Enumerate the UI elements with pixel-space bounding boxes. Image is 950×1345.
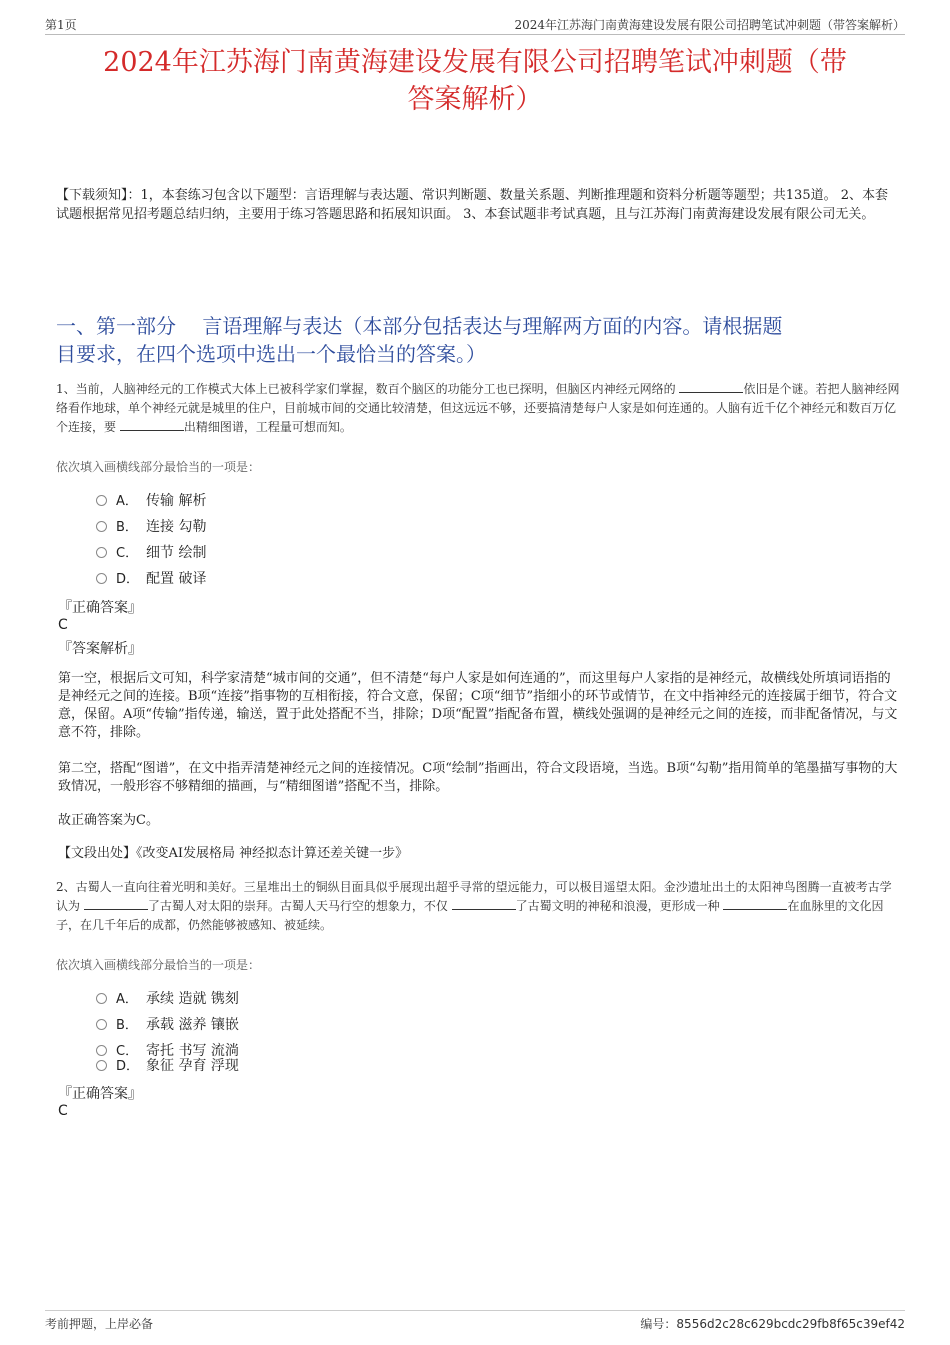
page-header	[45, 14, 905, 35]
q2-answer-value: C	[58, 1103, 68, 1119]
footer-slogan: 考前押题，上岸必备	[45, 1317, 154, 1331]
q2-text-part-1: 2、古蜀人一直向往着光明和美好。三星堆出土的铜纵目面具似乎展现出超乎寻常的望远能力，可以极目遥望太阳。金沙遗址出土的太阳神鸟图腾一直被考古学认为	[56, 880, 892, 913]
q1-option-d[interactable]	[96, 569, 206, 589]
q2-blank-3	[723, 897, 787, 910]
option-text: 寄托 书写 流淌	[146, 1043, 239, 1059]
q2-text-part-4: 在血脉里的文化因子，在几千年后的成都，仍然能够被感知、被延续。	[56, 899, 884, 932]
question-2-text	[56, 878, 900, 935]
q1-analysis-paragraph-1: 第一空，根据后文可知，科学家清楚“城市间的交通”，但不清楚“每户人家是如何连通的”，而这里每户人家指的是神经元，故横线处所填词语指的是神经元之间的连接。B项“连接”指事物的互相衔接，符合文意，保留；C项“细节”指细小的环节或情节，在文中指神经元的连接属于细节，符合文意，保留。A项“传输”指传递，输送，置于此处搭配不当，排除；D项“配置”指配备布置，横线处强调的是神经元之间的连接，而非配备情况，与文意不符，排除。	[58, 671, 898, 740]
q1-analysis-paragraph-2: 第二空，搭配“图谱”，在文中指弄清楚神经元之间的连接情况。C项“绘制”指画出，符合文段语境，当选。B项“勾勒”指用简单的笔墨描写事物的大致情况，一般形容不够精细的描画，与“精细图谱”搭配不当，排除。	[58, 761, 898, 794]
option-letter: D．	[116, 1059, 140, 1074]
header-doc-title: 2024年江苏海门南黄海建设发展有限公司招聘笔试冲刺题（带答案解析）	[514, 18, 905, 32]
option-letter: B．	[116, 1018, 138, 1033]
option-letter: A．	[116, 992, 138, 1007]
radio-icon[interactable]	[96, 573, 107, 584]
q2-option-d[interactable]	[96, 1056, 239, 1076]
footer-doc-id: 编号：8556d2c28c629bcdc29fb8f65c39ef42	[640, 1317, 905, 1331]
option-text: 象征 孕育 浮现	[146, 1058, 239, 1074]
radio-icon[interactable]	[96, 521, 107, 532]
option-letter: A．	[116, 494, 138, 509]
download-notice: 【下载须知】：1，本套练习包含以下题型：言语理解与表达题、常识判断题、数量关系题、判断推理题和资料分析题等题型；共135道。 2、本套试题根据常见招考题总结归纳，主要用于练习答题思路和拓展知识面。 3、本套试题非考试真题，且与江苏海门南黄海建设发展有限公司无关。	[56, 188, 888, 222]
document-title	[50, 44, 900, 118]
q1-analysis-label: 『答案解析』	[58, 641, 142, 657]
radio-icon[interactable]	[96, 1045, 107, 1056]
option-text: 配置 破译	[146, 571, 207, 587]
option-text: 承载 滋养 镶嵌	[146, 1017, 239, 1033]
q2-option-a[interactable]	[96, 989, 239, 1009]
option-letter: C．	[116, 1044, 139, 1059]
q1-option-c[interactable]	[96, 543, 206, 563]
q1-prompt: 依次填入画横线部分最恰当的一项是：	[56, 460, 261, 474]
q1-text-part-3: 出精细图谱，工程量可想而知。	[183, 420, 352, 434]
section-heading-line-1: 一、第一部分 言语理解与表达（本部分包括表达与理解两方面的内容。请根据题	[56, 314, 783, 338]
q2-blank-1	[84, 897, 148, 910]
option-letter: B．	[116, 520, 138, 535]
radio-icon[interactable]	[96, 495, 107, 506]
q1-blank-2	[120, 418, 184, 431]
question-1-text	[56, 380, 900, 437]
radio-icon[interactable]	[96, 547, 107, 558]
q2-blank-2	[452, 897, 516, 910]
q1-option-a[interactable]	[96, 491, 206, 511]
q1-answer-value: C	[58, 617, 68, 633]
q1-source: 【文段出处】《改变AI发展格局 神经拟态计算还差关键一步》	[58, 846, 409, 861]
option-text: 传输 解析	[146, 493, 207, 509]
q1-text-part-2: 依旧是个谜。若把人脑神经网络看作地球，单个神经元就是城里的住户，目前城市间的交通比较清楚，但这远远不够，还要搞清楚每户人家是如何连通的。人脑有近千亿个神经元和数百万亿个连接，要	[56, 382, 900, 434]
page-footer	[45, 1310, 905, 1331]
q1-answer-label: 『正确答案』	[58, 600, 142, 616]
q2-answer-label: 『正确答案』	[58, 1086, 142, 1102]
option-text: 连接 勾勒	[146, 519, 207, 535]
option-letter: D．	[116, 572, 140, 587]
q2-text-part-3: 了古蜀文明的神秘和浪漫，更形成一种	[515, 899, 724, 913]
title-line-1: 2024年江苏海门南黄海建设发展有限公司招聘笔试冲刺题（带	[103, 47, 847, 78]
q1-option-b[interactable]	[96, 517, 206, 537]
section-heading-line-2: 目要求，在四个选项中选出一个最恰当的答案。）	[56, 342, 486, 366]
q2-prompt: 依次填入画横线部分最恰当的一项是：	[56, 958, 261, 972]
radio-icon[interactable]	[96, 1060, 107, 1071]
radio-icon[interactable]	[96, 1019, 107, 1030]
section-heading	[56, 312, 894, 368]
radio-icon[interactable]	[96, 993, 107, 1004]
q1-analysis-paragraph-3: 故正确答案为C。	[58, 813, 159, 828]
option-letter: C．	[116, 546, 139, 561]
q1-text-part-1: 1、当前，人脑神经元的工作模式大体上已被科学家们掌握，数百个脑区的功能分工也已探明，但脑区内神经元网络的	[56, 382, 680, 396]
page-number: 第1页	[45, 18, 77, 32]
q1-blank-1	[679, 380, 743, 393]
title-line-2: 答案解析）	[407, 84, 543, 115]
option-text: 承续 造就 镌刻	[146, 991, 239, 1007]
q2-option-b[interactable]	[96, 1015, 239, 1035]
q2-text-part-2: 了古蜀人对太阳的崇拜。古蜀人天马行空的想象力，不仅	[147, 899, 452, 913]
option-text: 细节 绘制	[146, 545, 207, 561]
